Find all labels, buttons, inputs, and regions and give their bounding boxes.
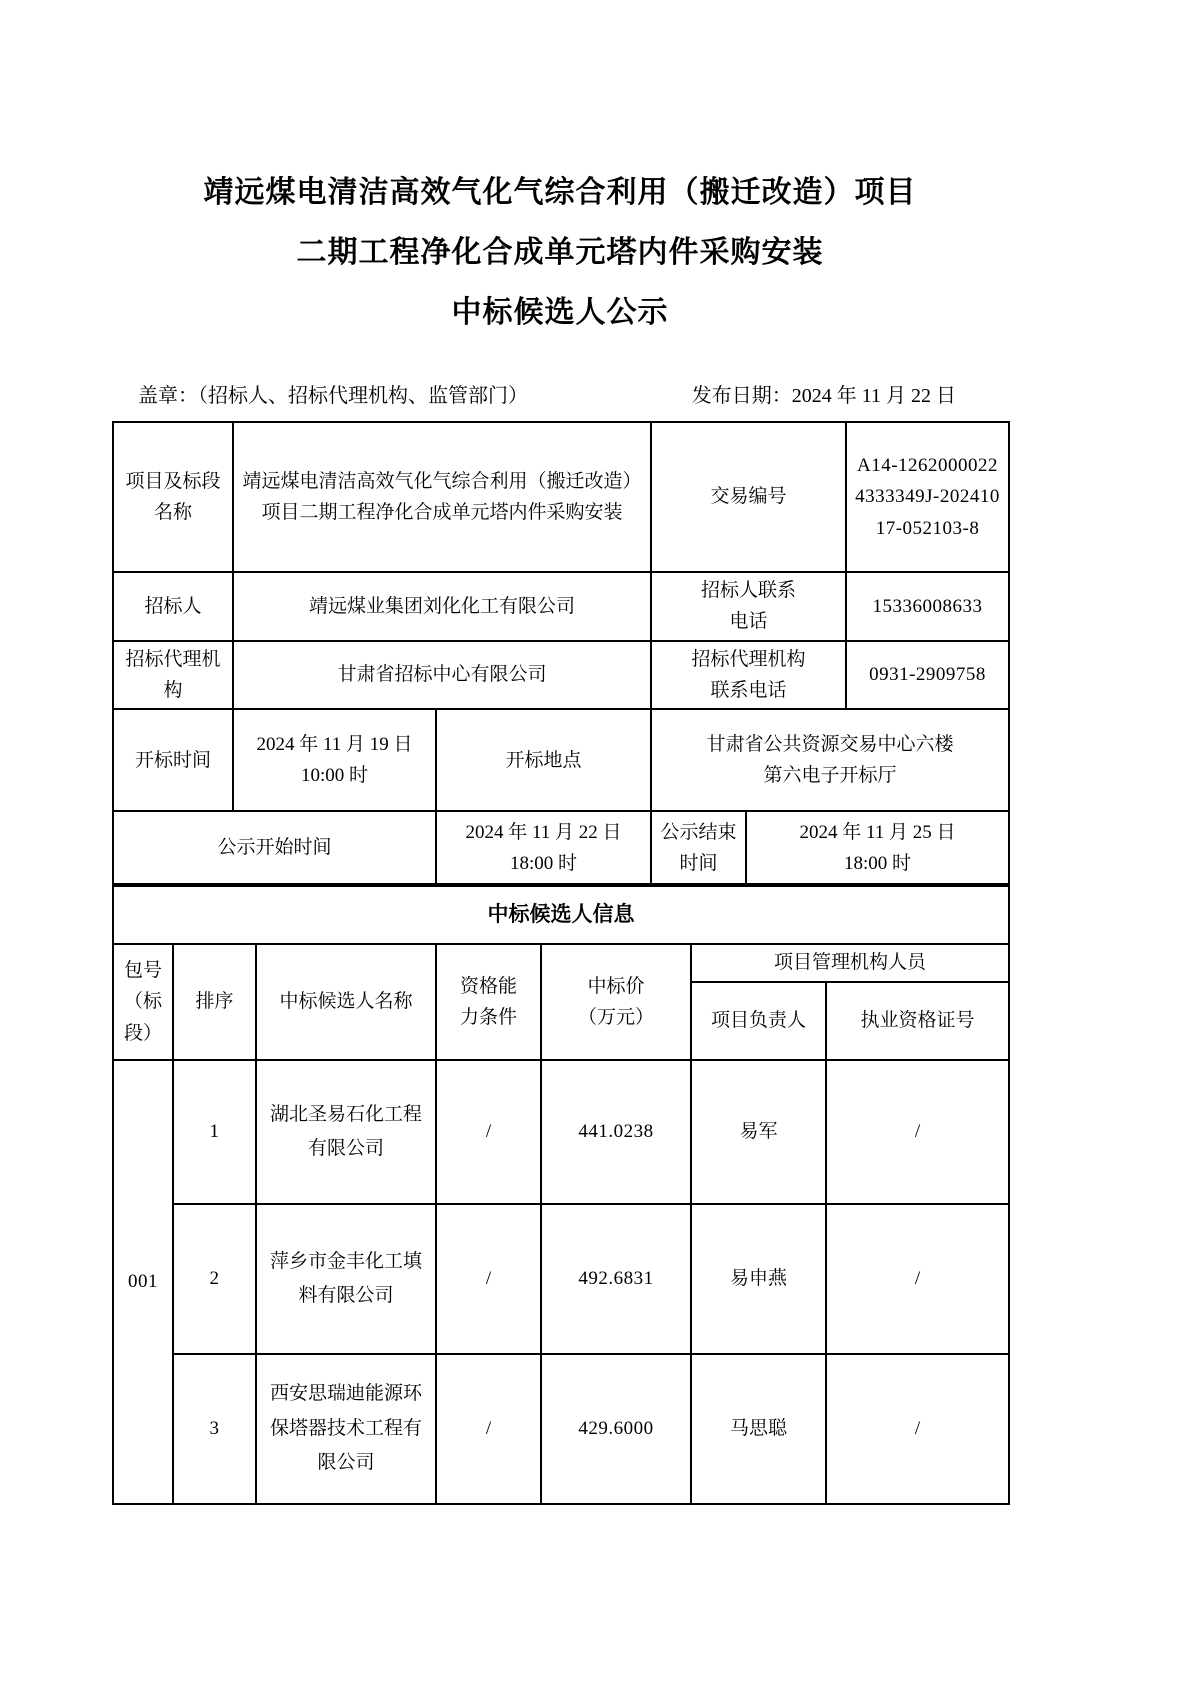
publicity-end-date: 2024 年 11 月 25 日 [799,821,956,843]
publicity-start-date: 2024 年 11 月 22 日 [465,821,622,843]
document-title [112,0,1008,343]
candidate-row-2 [113,1204,1009,1354]
agency-label-cell: 招标代理机构 [113,641,233,710]
open-place-line-1: 甘肃省公共资源交易中心六楼 [706,734,954,756]
row-bidder [113,572,1009,641]
col-header-price [541,944,691,1059]
publicity-start-label-cell: 公示开始时间 [113,811,436,884]
project-name-cell: 靖远煤电清洁高效气化气综合利用（搬迁改造）项目二期工程净化合成单元塔内件采购安装 [233,422,651,572]
agency-phone-label-cell [651,641,846,710]
trade-no-line-3: 17-052103-8 [875,517,980,539]
package-cell: 001 [113,1060,173,1504]
col-header-name: 中标候选人名称 [256,944,436,1059]
qualification-cell-2: / [436,1204,541,1354]
row-section-title [113,886,1009,944]
open-place-label-cell: 开标地点 [436,709,651,811]
agency-phone-label-line-2: 联系电话 [710,680,787,702]
rank-cell-3: 3 [173,1354,256,1504]
open-time-time: 10:00 时 [300,765,369,787]
col-header-qualification-line-2: 力条件 [459,1007,517,1029]
col-header-price-line-1: 中标价 [587,975,645,997]
col-header-package [113,944,173,1059]
agency-phone-cell: 0931-2909758 [846,641,1009,710]
open-place-cell [651,709,1009,811]
agency-phone-label-line-1: 招标代理机构 [691,648,806,670]
candidate-row-3 [113,1354,1009,1504]
col-header-price-line-2: （万元） [577,1007,654,1029]
document-content [112,0,1008,1505]
publicity-end-time: 18:00 时 [844,852,912,874]
cert-cell-3: / [826,1354,1009,1504]
col-header-manager: 项目负责人 [691,982,826,1060]
col-header-package-line-2: （标 [123,991,162,1013]
row-project [113,422,1009,572]
trade-no-line-1: A14-1262000022 [857,454,999,476]
publicity-end-label-line-2: 时间 [679,852,718,874]
publicity-end-label-line-1: 公示结束 [660,821,737,843]
bidder-phone-label-line-2: 电话 [729,611,768,633]
title-line-1: 靖远煤电清洁高效气化气综合利用（搬迁改造）项目 [203,176,917,209]
manager-cell-1: 易军 [691,1060,826,1204]
bidder-name-cell: 靖远煤业集团刘化化工有限公司 [233,572,651,641]
agency-name-cell: 甘肃省招标中心有限公司 [233,641,651,710]
col-header-cert: 执业资格证号 [826,982,1009,1060]
qualification-cell-3: / [436,1354,541,1504]
row-header-top [113,944,1009,981]
price-cell-2: 492.6831 [541,1204,691,1354]
bidder-phone-label-cell [651,572,846,641]
candidate-name-3: 西安思瑞迪能源环保塔器技术工程有限公司 [256,1354,436,1504]
trade-no-label-cell: 交易编号 [651,422,846,572]
price-cell-1: 441.0238 [541,1060,691,1204]
cert-cell-2: / [826,1204,1009,1354]
col-header-management: 项目管理机构人员 [691,944,1009,981]
col-header-package-line-1: 包号 [123,960,162,982]
trade-no-line-2: 4333349J-202410 [855,486,1000,508]
open-time-label-cell: 开标时间 [113,709,233,811]
bidder-phone-label-line-1: 招标人联系 [701,580,797,601]
row-bid-opening [113,709,1009,811]
publicity-end-cell [746,811,1009,884]
stamp-label: 盖章：（招标人、招标代理机构、监管部门） [138,385,528,407]
publicity-end-label-cell [651,811,746,884]
title-line-3: 中标候选人公示 [451,296,669,329]
price-cell-3: 429.6000 [541,1354,691,1504]
bidder-phone-cell: 15336008633 [846,572,1009,641]
manager-cell-2: 易申燕 [691,1204,826,1354]
col-header-qualification [436,944,541,1059]
col-header-qualification-line-1: 资格能 [459,975,517,997]
meta-row [112,383,1008,409]
project-label-cell: 项目及标段名称 [113,422,233,572]
open-place-line-2: 第六电子开标厅 [763,765,897,787]
col-header-package-line-3: 段） [123,1022,162,1044]
col-header-rank: 排序 [173,944,256,1059]
candidate-row-1 [113,1060,1009,1204]
candidates-table [112,885,1010,1504]
publish-date: 发布日期：2024 年 11 月 22 日 [691,385,956,407]
candidate-name-2: 萍乡市金丰化工填料有限公司 [256,1204,436,1354]
publicity-start-cell [436,811,651,884]
title-line-2: 二期工程净化合成单元塔内件采购安装 [296,236,824,269]
cert-cell-1: / [826,1060,1009,1204]
trade-no-cell [846,422,1009,572]
manager-cell-3: 马思聪 [691,1354,826,1504]
bidder-label-cell: 招标人 [113,572,233,641]
rank-cell-1: 1 [173,1060,256,1204]
candidate-name-1: 湖北圣易石化工程有限公司 [256,1060,436,1204]
rank-cell-2: 2 [173,1204,256,1354]
qualification-cell-1: / [436,1060,541,1204]
row-agency [113,641,1009,710]
publicity-start-time: 18:00 时 [509,852,578,874]
row-publicity [113,811,1009,884]
project-info-table [112,421,1010,885]
candidates-section-title: 中标候选人信息 [113,886,1009,944]
open-time-cell [233,709,436,811]
open-time-date: 2024 年 11 月 19 日 [256,734,413,756]
